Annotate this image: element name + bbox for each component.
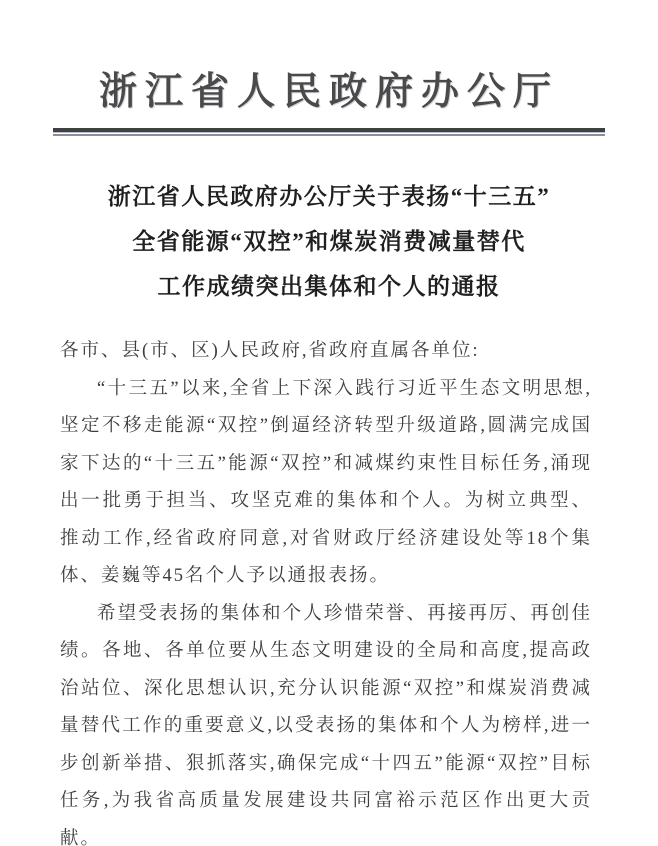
salutation: 各市、县(市、区)人民政府,省政府直属各单位: (60, 341, 480, 361)
document-title (0, 174, 658, 309)
document-body (60, 333, 592, 846)
body-paragraph-1: “十三五”以来,全省上下深入践行习近平生态文明思想,坚定不移走能源“双控”倒逼经济转型升级道路,圆满完成国家下达的“十三五”能源“双控”和减煤约束性目标任务,涌现出一批勇于担当、攻坚克难的集体和个人。为树立典型、推动工作,经省政府同意,对省财政厅经济建设处等18个集体、姜巍等45名个人予以通报表扬。 (60, 378, 592, 586)
body-paragraph-2: 希望受表扬的集体和个人珍惜荣誉、再接再厉、再创佳绩。各地、各单位要从生态文明建设的全局和高度,提高政治站位、深化思想认识,充分认识能源“双控”和煤炭消费减量替代工作的重要意义,以受表扬的集体和个人为榜样,进一步创新举措、狠抓落实,确保完成“十四五”能源“双控”目标任务,为我省高质量发展建设共同富裕示范区作出更大贡献。 (60, 603, 592, 846)
document-title-line-3: 工作成绩突出集体和个人的通报 (157, 274, 501, 299)
masthead-rule-thick (53, 128, 605, 133)
masthead-rule (53, 128, 605, 136)
document-title-line-2: 全省能源“双控”和煤炭消费减量替代 (132, 229, 526, 254)
masthead-rule-thin (53, 134, 605, 136)
agency-name: 浙江省人民政府办公厅 (98, 71, 559, 113)
document-title-line-1: 浙江省人民政府办公厅关于表扬“十三五” (107, 184, 551, 209)
masthead (0, 0, 658, 136)
